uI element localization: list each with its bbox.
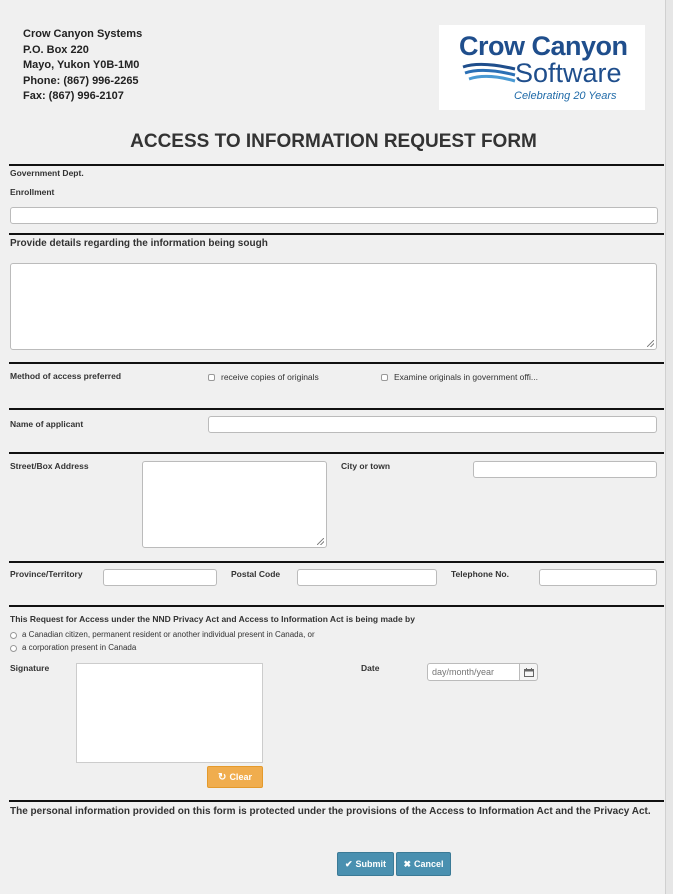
company-phone: Phone: (867) 996-2265 [23,74,139,87]
examine-option-label: Examine originals in government offi... [394,372,538,382]
logo-line2: Software [515,58,622,88]
telephone-label: Telephone No. [451,569,509,579]
city-input[interactable] [473,461,657,478]
signature-pad[interactable] [76,663,263,763]
corporation-radio[interactable] [10,645,17,652]
divider [9,452,664,454]
street-textarea[interactable] [142,461,327,548]
cancel-button[interactable] [396,852,451,876]
address-line1: P.O. Box 220 [23,43,89,56]
citizen-radio[interactable] [10,632,17,639]
divider [9,408,664,410]
copies-checkbox[interactable] [208,374,215,381]
page-title: ACCESS TO INFORMATION REQUEST FORM [130,131,537,152]
details-textarea[interactable] [10,263,657,350]
submit-button[interactable] [337,852,394,876]
logo-line1: Crow Canyon [459,31,628,61]
company-name: Crow Canyon Systems [23,28,143,40]
date-input[interactable] [427,663,520,681]
corporation-option-label: a corporation present in Canada [22,643,137,652]
refresh-icon: ↻ [218,771,227,783]
company-logo [439,25,645,110]
company-address [23,27,142,105]
gov-dept-label: Government Dept. [10,168,84,178]
city-label: City or town [341,461,391,471]
divider [9,362,664,364]
date-label: Date [361,663,380,673]
telephone-input[interactable] [539,569,657,586]
street-label: Street/Box Address [10,461,89,471]
company-fax: Fax: (867) 996-2107 [23,90,124,102]
applicant-input[interactable] [208,416,657,433]
signature-label: Signature [10,663,50,673]
enrollment-label: Enrollment [10,187,55,197]
citizen-option-label: a Canadian citizen, permanent resident or another individual present in Canada, or [22,630,315,639]
clear-button-label: Clear [229,772,252,782]
method-label: Method of access preferred [10,371,122,381]
cancel-button-label: Cancel [414,859,444,869]
applicant-label: Name of applicant [10,419,84,429]
postal-input[interactable] [297,569,437,586]
resize-handle-icon[interactable] [317,538,324,545]
province-input[interactable] [103,569,217,586]
logo-tagline: Celebrating 20 Years [514,90,617,102]
enrollment-input[interactable] [10,207,658,224]
province-label: Province/Territory [10,569,83,579]
details-label: Provide details regarding the information being sough [10,238,268,249]
divider [9,800,664,802]
wave-logo-icon [461,61,517,85]
close-icon: ✖ [403,858,412,869]
divider [9,605,664,607]
divider [9,233,664,235]
divider [9,561,664,563]
address-line2: Mayo, Yukon Y0B-1M0 [23,59,140,71]
copies-option-label: receive copies of originals [221,372,319,382]
request-label: This Request for Access under the NND Privacy Act and Access to Information Act is being made by [10,614,415,624]
check-icon: ✔ [344,858,353,869]
vertical-scrollbar[interactable] [665,0,673,894]
clear-button[interactable] [207,766,263,788]
resize-handle-icon[interactable] [647,340,654,347]
privacy-notice: The personal information provided on this form is protected under the provisions of the Access to Information Act and the Privacy Act. [10,806,651,817]
divider [9,164,664,166]
calendar-button[interactable] [519,663,538,681]
submit-button-label: Submit [355,859,387,869]
examine-checkbox[interactable] [381,374,388,381]
postal-label: Postal Code [231,569,281,579]
calendar-icon [524,668,534,677]
